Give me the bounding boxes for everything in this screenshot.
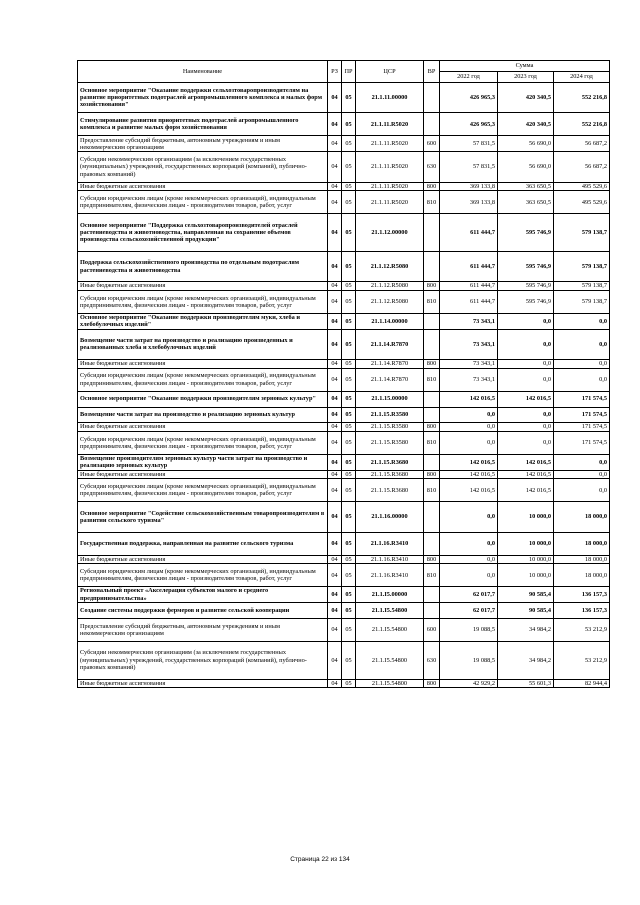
row-rz-cell: 04 [328, 360, 342, 369]
row-2024-cell: 171 574,5 [554, 423, 610, 432]
row-2024-cell: 579 138,7 [554, 282, 610, 291]
row-rz-cell: 04 [328, 313, 342, 329]
table-body [78, 83, 610, 688]
row-csr-cell: 21.1.11.R5020 [356, 182, 424, 191]
row-2022-cell: 0,0 [440, 431, 498, 454]
row-name-cell: Иные бюджетные ассигнования [78, 182, 328, 191]
row-2023-cell: 142 016,5 [498, 470, 554, 479]
row-2023-cell: 0,0 [498, 407, 554, 423]
row-2024-cell: 18 000,0 [554, 555, 610, 564]
row-csr-cell: 21.1.11.R5020 [356, 191, 424, 214]
row-2024-cell: 53 212,9 [554, 642, 610, 680]
row-2024-cell: 0,0 [554, 360, 610, 369]
row-rz-cell: 04 [328, 282, 342, 291]
row-2023-cell: 10 000,0 [498, 555, 554, 564]
row-csr-cell: 21.1.I5.54800 [356, 642, 424, 680]
row-2022-cell: 0,0 [440, 407, 498, 423]
row-2023-cell: 0,0 [498, 368, 554, 391]
row-rz-cell: 04 [328, 251, 342, 281]
row-name-cell: Субсидии юридическим лицам (кроме некоммерческих организаций), индивидуальным предпринимателям, физическим лицам - производителям товаров, работ, услуг [78, 479, 328, 502]
row-pr-cell: 05 [342, 329, 356, 359]
table-row [78, 407, 610, 423]
col-year-2023-header: 2023 год [498, 72, 554, 83]
row-name-cell: Субсидии юридическим лицам (кроме некоммерческих организаций), индивидуальным предпринимателям, физическим лицам - производителям товаров, работ, услуг [78, 564, 328, 587]
row-2022-cell: 0,0 [440, 502, 498, 532]
row-name-cell: Региональный проект «Акселерация субъектов малого и среднего предпринимательства» [78, 587, 328, 603]
row-2023-cell: 90 585,4 [498, 587, 554, 603]
row-rz-cell: 04 [328, 470, 342, 479]
table-row [78, 454, 610, 470]
row-vr-cell: 800 [424, 182, 440, 191]
row-vr-cell [424, 587, 440, 603]
row-2023-cell: 363 650,5 [498, 191, 554, 214]
row-2023-cell: 595 746,9 [498, 251, 554, 281]
row-pr-cell: 05 [342, 618, 356, 641]
row-2024-cell: 171 574,5 [554, 391, 610, 407]
row-csr-cell: 21.1.16.R3410 [356, 532, 424, 555]
row-rz-cell: 04 [328, 152, 342, 182]
row-2024-cell: 552 216,8 [554, 83, 610, 113]
row-pr-cell: 05 [342, 555, 356, 564]
row-name-cell: Возмещение части затрат на производство и реализацию зерновых культур [78, 407, 328, 423]
row-2022-cell: 57 831,5 [440, 152, 498, 182]
row-pr-cell: 05 [342, 368, 356, 391]
row-name-cell: Возмещение части затрат на производство и реализацию произведенных и реализованных хлеба и хлебобулочных изделий [78, 329, 328, 359]
row-pr-cell: 05 [342, 479, 356, 502]
row-pr-cell: 05 [342, 587, 356, 603]
row-csr-cell: 21.1.16.R3410 [356, 555, 424, 564]
row-vr-cell [424, 603, 440, 619]
table-row [78, 532, 610, 555]
row-rz-cell: 04 [328, 368, 342, 391]
row-vr-cell: 810 [424, 368, 440, 391]
row-pr-cell: 05 [342, 564, 356, 587]
row-rz-cell: 04 [328, 532, 342, 555]
row-2022-cell: 0,0 [440, 564, 498, 587]
row-2022-cell: 611 444,7 [440, 214, 498, 252]
row-2023-cell: 90 585,4 [498, 603, 554, 619]
budget-page [77, 60, 609, 688]
table-row [78, 642, 610, 680]
row-2024-cell: 495 529,6 [554, 191, 610, 214]
col-pr-header: ПР [342, 61, 356, 83]
row-2024-cell: 0,0 [554, 329, 610, 359]
row-csr-cell: 21.1.12.00000 [356, 214, 424, 252]
table-header [78, 61, 610, 83]
row-2023-cell: 142 016,5 [498, 391, 554, 407]
row-vr-cell: 600 [424, 618, 440, 641]
row-vr-cell [424, 454, 440, 470]
col-year-2022-header: 2022 год [440, 72, 498, 83]
row-pr-cell: 05 [342, 642, 356, 680]
row-pr-cell: 05 [342, 423, 356, 432]
row-vr-cell: 810 [424, 479, 440, 502]
row-rz-cell: 04 [328, 191, 342, 214]
row-2022-cell: 62 017,7 [440, 603, 498, 619]
row-2023-cell: 595 746,9 [498, 290, 554, 313]
row-rz-cell: 04 [328, 564, 342, 587]
row-rz-cell: 04 [328, 618, 342, 641]
table-row [78, 251, 610, 281]
row-vr-cell: 600 [424, 136, 440, 152]
col-vr-header: ВР [424, 61, 440, 83]
table-row [78, 479, 610, 502]
row-name-cell: Иные бюджетные ассигнования [78, 282, 328, 291]
row-vr-cell: 800 [424, 555, 440, 564]
row-name-cell: Субсидии юридическим лицам (кроме некоммерческих организаций), индивидуальным предпринимателям, физическим лицам - производителям товаров, работ, услуг [78, 368, 328, 391]
row-2024-cell: 171 574,5 [554, 431, 610, 454]
row-2024-cell: 579 138,7 [554, 290, 610, 313]
row-2024-cell: 0,0 [554, 454, 610, 470]
table-row [78, 214, 610, 252]
budget-table [77, 60, 610, 688]
row-2024-cell: 136 157,3 [554, 603, 610, 619]
row-2024-cell: 18 000,0 [554, 532, 610, 555]
table-row [78, 555, 610, 564]
table-row [78, 618, 610, 641]
row-vr-cell [424, 313, 440, 329]
row-csr-cell: 21.1.14.00000 [356, 313, 424, 329]
table-row [78, 368, 610, 391]
row-2023-cell: 142 016,5 [498, 454, 554, 470]
row-2024-cell: 579 138,7 [554, 251, 610, 281]
row-vr-cell: 800 [424, 423, 440, 432]
row-2023-cell: 420 340,5 [498, 113, 554, 136]
row-2022-cell: 42 929,2 [440, 679, 498, 688]
row-pr-cell: 05 [342, 136, 356, 152]
row-2022-cell: 369 133,8 [440, 182, 498, 191]
row-csr-cell: 21.1.11.R5020 [356, 113, 424, 136]
row-pr-cell: 05 [342, 470, 356, 479]
row-name-cell: Стимулирование развития приоритетных подотраслей агропромышленного комплекса и развитие малых форм хозяйствования [78, 113, 328, 136]
row-2022-cell: 19 088,5 [440, 618, 498, 641]
row-2023-cell: 55 601,3 [498, 679, 554, 688]
row-rz-cell: 04 [328, 407, 342, 423]
row-csr-cell: 21.1.15.R3580 [356, 423, 424, 432]
row-csr-cell: 21.1.I5.54800 [356, 603, 424, 619]
row-name-cell: Государственная поддержка, направленная на развитие сельского туризма [78, 532, 328, 555]
row-csr-cell: 21.1.I5.54800 [356, 679, 424, 688]
row-2022-cell: 0,0 [440, 532, 498, 555]
row-pr-cell: 05 [342, 152, 356, 182]
table-row [78, 136, 610, 152]
table-row [78, 113, 610, 136]
row-2023-cell: 0,0 [498, 431, 554, 454]
row-2024-cell: 53 212,9 [554, 618, 610, 641]
row-csr-cell: 21.1.15.00000 [356, 391, 424, 407]
table-row [78, 470, 610, 479]
row-csr-cell: 21.1.14.R7870 [356, 329, 424, 359]
col-name-header: Наименование [78, 61, 328, 83]
row-pr-cell: 05 [342, 282, 356, 291]
row-rz-cell: 04 [328, 329, 342, 359]
row-rz-cell: 04 [328, 642, 342, 680]
row-2022-cell: 0,0 [440, 423, 498, 432]
row-2022-cell: 611 444,7 [440, 290, 498, 313]
row-vr-cell [424, 113, 440, 136]
table-row [78, 502, 610, 532]
row-name-cell: Иные бюджетные ассигнования [78, 423, 328, 432]
row-2022-cell: 142 016,5 [440, 391, 498, 407]
table-row [78, 152, 610, 182]
table-row [78, 391, 610, 407]
row-pr-cell: 05 [342, 360, 356, 369]
row-pr-cell: 05 [342, 251, 356, 281]
row-pr-cell: 05 [342, 532, 356, 555]
table-row [78, 423, 610, 432]
row-2023-cell: 10 000,0 [498, 532, 554, 555]
row-csr-cell: 21.1.I5.00000 [356, 587, 424, 603]
row-2024-cell: 18 000,0 [554, 502, 610, 532]
row-name-cell: Субсидии некоммерческим организациям (за исключением государственных (муниципальных) учреждений, государственных корпораций (компаний), публично-правовых компаний) [78, 152, 328, 182]
row-name-cell: Основное мероприятие "Оказание поддержки производителям зерновых культур" [78, 391, 328, 407]
row-2022-cell: 73 343,1 [440, 360, 498, 369]
row-pr-cell: 05 [342, 214, 356, 252]
table-row [78, 360, 610, 369]
row-vr-cell: 800 [424, 282, 440, 291]
table-row [78, 431, 610, 454]
row-pr-cell: 05 [342, 313, 356, 329]
table-row [78, 182, 610, 191]
row-2023-cell: 420 340,5 [498, 83, 554, 113]
row-vr-cell [424, 251, 440, 281]
table-row [78, 191, 610, 214]
row-pr-cell: 05 [342, 83, 356, 113]
row-vr-cell [424, 532, 440, 555]
row-vr-cell: 810 [424, 191, 440, 214]
row-rz-cell: 04 [328, 679, 342, 688]
row-2024-cell: 0,0 [554, 479, 610, 502]
row-vr-cell [424, 329, 440, 359]
row-rz-cell: 04 [328, 454, 342, 470]
row-2022-cell: 57 831,5 [440, 136, 498, 152]
row-vr-cell: 630 [424, 152, 440, 182]
row-name-cell: Иные бюджетные ассигнования [78, 555, 328, 564]
row-csr-cell: 21.1.I5.54800 [356, 618, 424, 641]
table-row [78, 564, 610, 587]
row-name-cell: Основное мероприятие "Поддержка сельхозтоваропроизводителей отраслей растениеводства и животноводства, направленная на сохранение объемов производства сельскохозяйственной продукции" [78, 214, 328, 252]
row-csr-cell: 21.1.15.R3680 [356, 454, 424, 470]
row-2023-cell: 0,0 [498, 423, 554, 432]
row-2023-cell: 0,0 [498, 360, 554, 369]
row-pr-cell: 05 [342, 182, 356, 191]
row-2024-cell: 552 216,8 [554, 113, 610, 136]
row-rz-cell: 04 [328, 603, 342, 619]
row-csr-cell: 21.1.11.00000 [356, 83, 424, 113]
row-2022-cell: 142 016,5 [440, 470, 498, 479]
row-vr-cell: 810 [424, 431, 440, 454]
row-name-cell: Возмещение производителям зерновых культур части затрат на производство и реализацию зерновых культур [78, 454, 328, 470]
row-2024-cell: 18 000,0 [554, 564, 610, 587]
row-2023-cell: 10 000,0 [498, 502, 554, 532]
row-csr-cell: 21.1.12.R5080 [356, 290, 424, 313]
row-name-cell: Создание системы поддержки фермеров и развитие сельской кооперации [78, 603, 328, 619]
row-2022-cell: 73 343,1 [440, 313, 498, 329]
row-2022-cell: 0,0 [440, 555, 498, 564]
row-pr-cell: 05 [342, 407, 356, 423]
col-sum-header: Сумма [440, 61, 610, 72]
row-pr-cell: 05 [342, 502, 356, 532]
row-2023-cell: 56 690,0 [498, 136, 554, 152]
row-2024-cell: 136 157,3 [554, 587, 610, 603]
row-rz-cell: 04 [328, 83, 342, 113]
row-rz-cell: 04 [328, 391, 342, 407]
row-2022-cell: 611 444,7 [440, 251, 498, 281]
row-2023-cell: 0,0 [498, 329, 554, 359]
row-csr-cell: 21.1.16.00000 [356, 502, 424, 532]
row-2023-cell: 10 000,0 [498, 564, 554, 587]
row-pr-cell: 05 [342, 431, 356, 454]
row-csr-cell: 21.1.16.R3410 [356, 564, 424, 587]
table-row [78, 587, 610, 603]
row-2022-cell: 73 343,1 [440, 368, 498, 391]
row-2022-cell: 142 016,5 [440, 454, 498, 470]
row-vr-cell: 800 [424, 679, 440, 688]
row-csr-cell: 21.1.12.R5080 [356, 282, 424, 291]
table-row [78, 290, 610, 313]
row-name-cell: Субсидии юридическим лицам (кроме некоммерческих организаций), индивидуальным предпринимателям, физическим лицам - производителям товаров, работ, услуг [78, 431, 328, 454]
row-2024-cell: 56 687,2 [554, 136, 610, 152]
row-csr-cell: 21.1.14.R7870 [356, 368, 424, 391]
row-vr-cell [424, 214, 440, 252]
row-name-cell: Предоставление субсидий бюджетным, автономным учреждениям и иным некоммерческим организациям [78, 618, 328, 641]
row-rz-cell: 04 [328, 479, 342, 502]
row-2023-cell: 595 746,9 [498, 214, 554, 252]
row-name-cell: Субсидии некоммерческим организациям (за исключением государственных (муниципальных) учреждений, государственных корпораций (компаний), публично-правовых компаний) [78, 642, 328, 680]
row-pr-cell: 05 [342, 603, 356, 619]
row-rz-cell: 04 [328, 587, 342, 603]
row-pr-cell: 05 [342, 191, 356, 214]
row-csr-cell: 21.1.15.R3680 [356, 470, 424, 479]
row-rz-cell: 04 [328, 431, 342, 454]
row-2023-cell: 0,0 [498, 313, 554, 329]
row-csr-cell: 21.1.12.R5080 [356, 251, 424, 281]
row-2023-cell: 34 984,2 [498, 642, 554, 680]
row-2024-cell: 0,0 [554, 368, 610, 391]
row-2023-cell: 34 984,2 [498, 618, 554, 641]
table-row [78, 603, 610, 619]
row-vr-cell [424, 83, 440, 113]
row-pr-cell: 05 [342, 391, 356, 407]
row-2024-cell: 579 138,7 [554, 214, 610, 252]
row-pr-cell: 05 [342, 679, 356, 688]
row-csr-cell: 21.1.15.R3680 [356, 479, 424, 502]
row-2022-cell: 62 017,7 [440, 587, 498, 603]
table-row [78, 313, 610, 329]
col-csr-header: ЦСР [356, 61, 424, 83]
row-2022-cell: 426 965,3 [440, 113, 498, 136]
table-row [78, 83, 610, 113]
row-name-cell: Предоставление субсидий бюджетным, автономным учреждениям и иным некоммерческим организациям [78, 136, 328, 152]
row-2022-cell: 142 016,5 [440, 479, 498, 502]
row-pr-cell: 05 [342, 290, 356, 313]
row-csr-cell: 21.1.11.R5020 [356, 152, 424, 182]
row-2022-cell: 611 444,7 [440, 282, 498, 291]
row-rz-cell: 04 [328, 290, 342, 313]
row-2022-cell: 426 965,3 [440, 83, 498, 113]
row-name-cell: Иные бюджетные ассигнования [78, 679, 328, 688]
row-2022-cell: 19 088,5 [440, 642, 498, 680]
row-vr-cell: 630 [424, 642, 440, 680]
row-2022-cell: 369 133,8 [440, 191, 498, 214]
row-2024-cell: 0,0 [554, 470, 610, 479]
row-vr-cell: 800 [424, 470, 440, 479]
row-2024-cell: 56 687,2 [554, 152, 610, 182]
col-rz-header: РЗ [328, 61, 342, 83]
row-name-cell: Иные бюджетные ассигнования [78, 470, 328, 479]
row-2024-cell: 171 574,5 [554, 407, 610, 423]
row-2024-cell: 495 529,6 [554, 182, 610, 191]
row-rz-cell: 04 [328, 182, 342, 191]
page-number: Страница 22 из 134 [290, 856, 350, 863]
row-name-cell: Иные бюджетные ассигнования [78, 360, 328, 369]
row-name-cell: Основное мероприятие "Оказание поддержки производителям муки, хлеба и хлебобулочных изделий" [78, 313, 328, 329]
row-rz-cell: 04 [328, 113, 342, 136]
table-row [78, 679, 610, 688]
row-rz-cell: 04 [328, 555, 342, 564]
row-rz-cell: 04 [328, 502, 342, 532]
table-row [78, 282, 610, 291]
row-name-cell: Основное мероприятие "Содействие сельскохозяйственным товаропроизводителям в развитии сельского туризма" [78, 502, 328, 532]
row-pr-cell: 05 [342, 113, 356, 136]
row-vr-cell [424, 391, 440, 407]
col-year-2024-header: 2024 год [554, 72, 610, 83]
row-vr-cell: 810 [424, 564, 440, 587]
row-vr-cell: 800 [424, 360, 440, 369]
row-name-cell: Основное мероприятие "Оказание поддержки сельхозтоваропроизводителям на развитие приоритетных подотраслей агропромышленного комплекса и малых форм хозяйствования" [78, 83, 328, 113]
row-pr-cell: 05 [342, 454, 356, 470]
row-2022-cell: 73 343,1 [440, 329, 498, 359]
row-rz-cell: 04 [328, 214, 342, 252]
row-name-cell: Субсидии юридическим лицам (кроме некоммерческих организаций), индивидуальным предпринимателям, физическим лицам - производителям товаров, работ, услуг [78, 191, 328, 214]
row-2023-cell: 56 690,0 [498, 152, 554, 182]
row-2024-cell: 0,0 [554, 313, 610, 329]
row-2024-cell: 82 944,4 [554, 679, 610, 688]
row-name-cell: Субсидии юридическим лицам (кроме некоммерческих организаций), индивидуальным предпринимателям, физическим лицам - производителям товаров, работ, услуг [78, 290, 328, 313]
row-rz-cell: 04 [328, 136, 342, 152]
row-vr-cell: 810 [424, 290, 440, 313]
row-csr-cell: 21.1.11.R5020 [356, 136, 424, 152]
row-csr-cell: 21.1.15.R3580 [356, 431, 424, 454]
row-csr-cell: 21.1.15.R3580 [356, 407, 424, 423]
row-name-cell: Поддержка сельскохозяйственного производства по отдельным подотраслям растениеводства и животноводства [78, 251, 328, 281]
row-rz-cell: 04 [328, 423, 342, 432]
row-2023-cell: 363 650,5 [498, 182, 554, 191]
row-2023-cell: 142 016,5 [498, 479, 554, 502]
row-2023-cell: 595 746,9 [498, 282, 554, 291]
row-vr-cell [424, 502, 440, 532]
row-vr-cell [424, 407, 440, 423]
row-csr-cell: 21.1.14.R7870 [356, 360, 424, 369]
table-row [78, 329, 610, 359]
